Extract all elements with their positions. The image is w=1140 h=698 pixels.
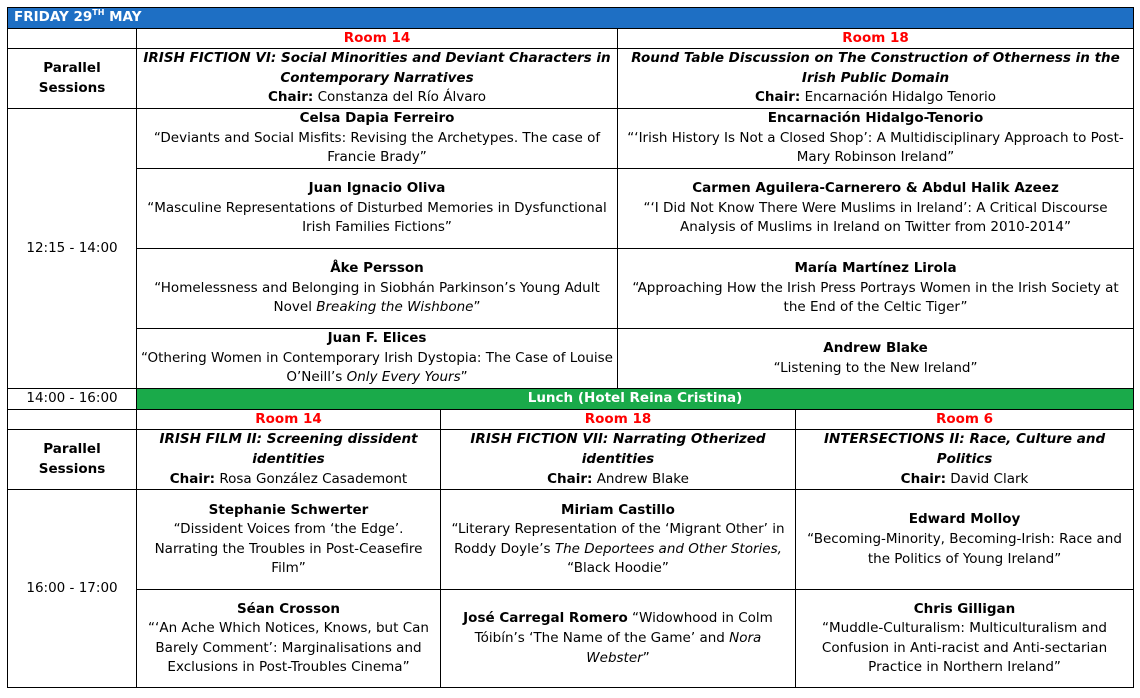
chair-name: Encarnación Hidalgo Tenorio [800, 89, 997, 106]
paper-author: Andrew Blake [823, 340, 928, 357]
session-title: IRISH FILM II: Screening dissident identities [159, 431, 418, 468]
paper-author: María Martínez Lirola [794, 260, 957, 277]
time-slot: 16:00 - 17:00 [8, 490, 137, 688]
paper-title: “Literary Representation of the ‘Migrant Other’ in Roddy Doyle’s The Deportees and Other Stories, “Black Hoodie” [451, 521, 785, 577]
session-title: IRISH FICTION VI: Social Minorities and Deviant Characters in Contemporary Narratives [143, 50, 611, 86]
chair-label: Chair: [267, 89, 314, 106]
chair-label: Chair: [169, 470, 216, 487]
paper-title: “Deviants and Social Misfits: Revising the Archetypes. The case of Francie Brady” [153, 129, 601, 166]
room-header: Room 18 [441, 409, 796, 430]
session-title: IRISH FICTION VII: Narrating Otherized identities [470, 431, 766, 468]
paper-author: Celsa Dapia Ferreiro [299, 110, 455, 127]
session-header [137, 430, 441, 490]
paper-author: Miriam Castillo [561, 501, 675, 518]
paper-cell [137, 490, 441, 590]
paper-author: Edward Molloy [908, 511, 1021, 528]
paper-title: “Homelessness and Belonging in Siobhán Parkinson’s Young Adult Novel Breaking the Wishbone” [154, 279, 600, 316]
paper-author: Åke Persson [330, 260, 424, 277]
chair-name: Constanza del Río Álvaro [313, 89, 486, 106]
chair-name: David Clark [945, 470, 1029, 487]
paper-title: José Carregal Romero “Widowhood in Colm Tóibín’s ‘The Name of the Game’ and Nora Webster” [463, 610, 773, 666]
day-header: FRIDAY 29TH MAY [8, 8, 1134, 29]
paper-title: “Muddle-Culturalism: Multiculturalism and Confusion in Anti-racist and Anti-sectarian Practice in Northern Ireland” [821, 620, 1108, 676]
room-header: Room 14 [137, 409, 441, 430]
paper-cell [796, 590, 1134, 688]
paper-author: Juan F. Elices [327, 330, 427, 347]
paper-cell [137, 169, 618, 249]
paper-cell [618, 109, 1134, 169]
paper-author: Juan Ignacio Oliva [308, 180, 446, 197]
paper-cell [618, 249, 1134, 329]
parallel-sessions-label: Parallel Sessions [8, 430, 137, 490]
session-header [618, 49, 1134, 109]
paper-title: “Othering Women in Contemporary Irish Dystopia: The Case of Louise O’Neill’s Only Every Yours” [141, 349, 613, 386]
lunch-banner: Lunch (Hotel Reina Cristina) [137, 389, 1134, 410]
paper-title: “Approaching How the Irish Press Portrays Women in the Irish Society at the End of the Celtic Tiger” [632, 279, 1119, 316]
room-header: Room 14 [137, 28, 618, 49]
paper-title: “‘I Did Not Know There Were Muslims in Ireland’: A Critical Discourse Analysis of Muslims in Ireland on Twitter from 2010-2014” [643, 199, 1108, 236]
paper-author: Encarnación Hidalgo-Tenorio [767, 110, 984, 127]
room-header: Room 6 [796, 409, 1134, 430]
paper-author: José Carregal Romero [463, 610, 628, 627]
paper-cell [137, 249, 618, 329]
paper-cell [441, 590, 796, 688]
chair-name: Rosa González Casademont [215, 470, 408, 487]
paper-cell [618, 169, 1134, 249]
empty-cell [8, 28, 137, 49]
paper-author: Carmen Aguilera-Carnerero & Abdul Halik Azeez [692, 180, 1059, 197]
time-slot: 12:15 - 14:00 [8, 109, 137, 389]
session-header [137, 49, 618, 109]
paper-title: “Masculine Representations of Disturbed Memories in Dysfunctional Irish Families Fictions” [147, 199, 607, 236]
paper-cell [618, 329, 1134, 389]
session-header [441, 430, 796, 490]
chair-label: Chair: [755, 89, 801, 106]
session-header [796, 430, 1134, 490]
empty-cell [8, 409, 137, 430]
paper-title: “Dissident Voices from ‘the Edge’. Narrating the Troubles in Post-Ceasefire Film” [154, 521, 423, 577]
paper-cell [796, 490, 1134, 590]
paper-title: “Becoming-Minority, Becoming-Irish: Race and the Politics of Young Ireland” [807, 531, 1122, 567]
paper-author: Stephanie Schwerter [208, 501, 369, 518]
paper-title: “‘Irish History Is Not a Closed Shop’: A Multidisciplinary Approach to Post-Mary Robinson Ireland” [627, 129, 1124, 166]
schedule-table [7, 7, 1134, 688]
room-header: Room 18 [618, 28, 1134, 49]
session-title: Round Table Discussion on The Construction of Otherness in the Irish Public Domain [631, 50, 1120, 86]
session-title: INTERSECTIONS II: Race, Culture and Politics [823, 431, 1106, 468]
paper-author: Séan Crosson [236, 600, 341, 617]
paper-cell [137, 109, 618, 169]
paper-author: Chris Gilligan [913, 600, 1016, 617]
paper-cell [441, 490, 796, 590]
paper-cell [137, 590, 441, 688]
lunch-time: 14:00 - 16:00 [8, 389, 137, 410]
paper-cell [137, 329, 618, 389]
paper-title: “‘An Ache Which Notices, Knows, but Can Barely Comment’: Marginalisations and Exclusions in Post-Troubles Cinema” [148, 620, 429, 676]
chair-label: Chair: [900, 470, 946, 487]
paper-title: “Listening to the New Ireland” [773, 359, 978, 376]
parallel-sessions-label: Parallel Sessions [8, 49, 137, 109]
chair-label: Chair: [547, 470, 593, 487]
chair-name: Andrew Blake [592, 470, 689, 487]
